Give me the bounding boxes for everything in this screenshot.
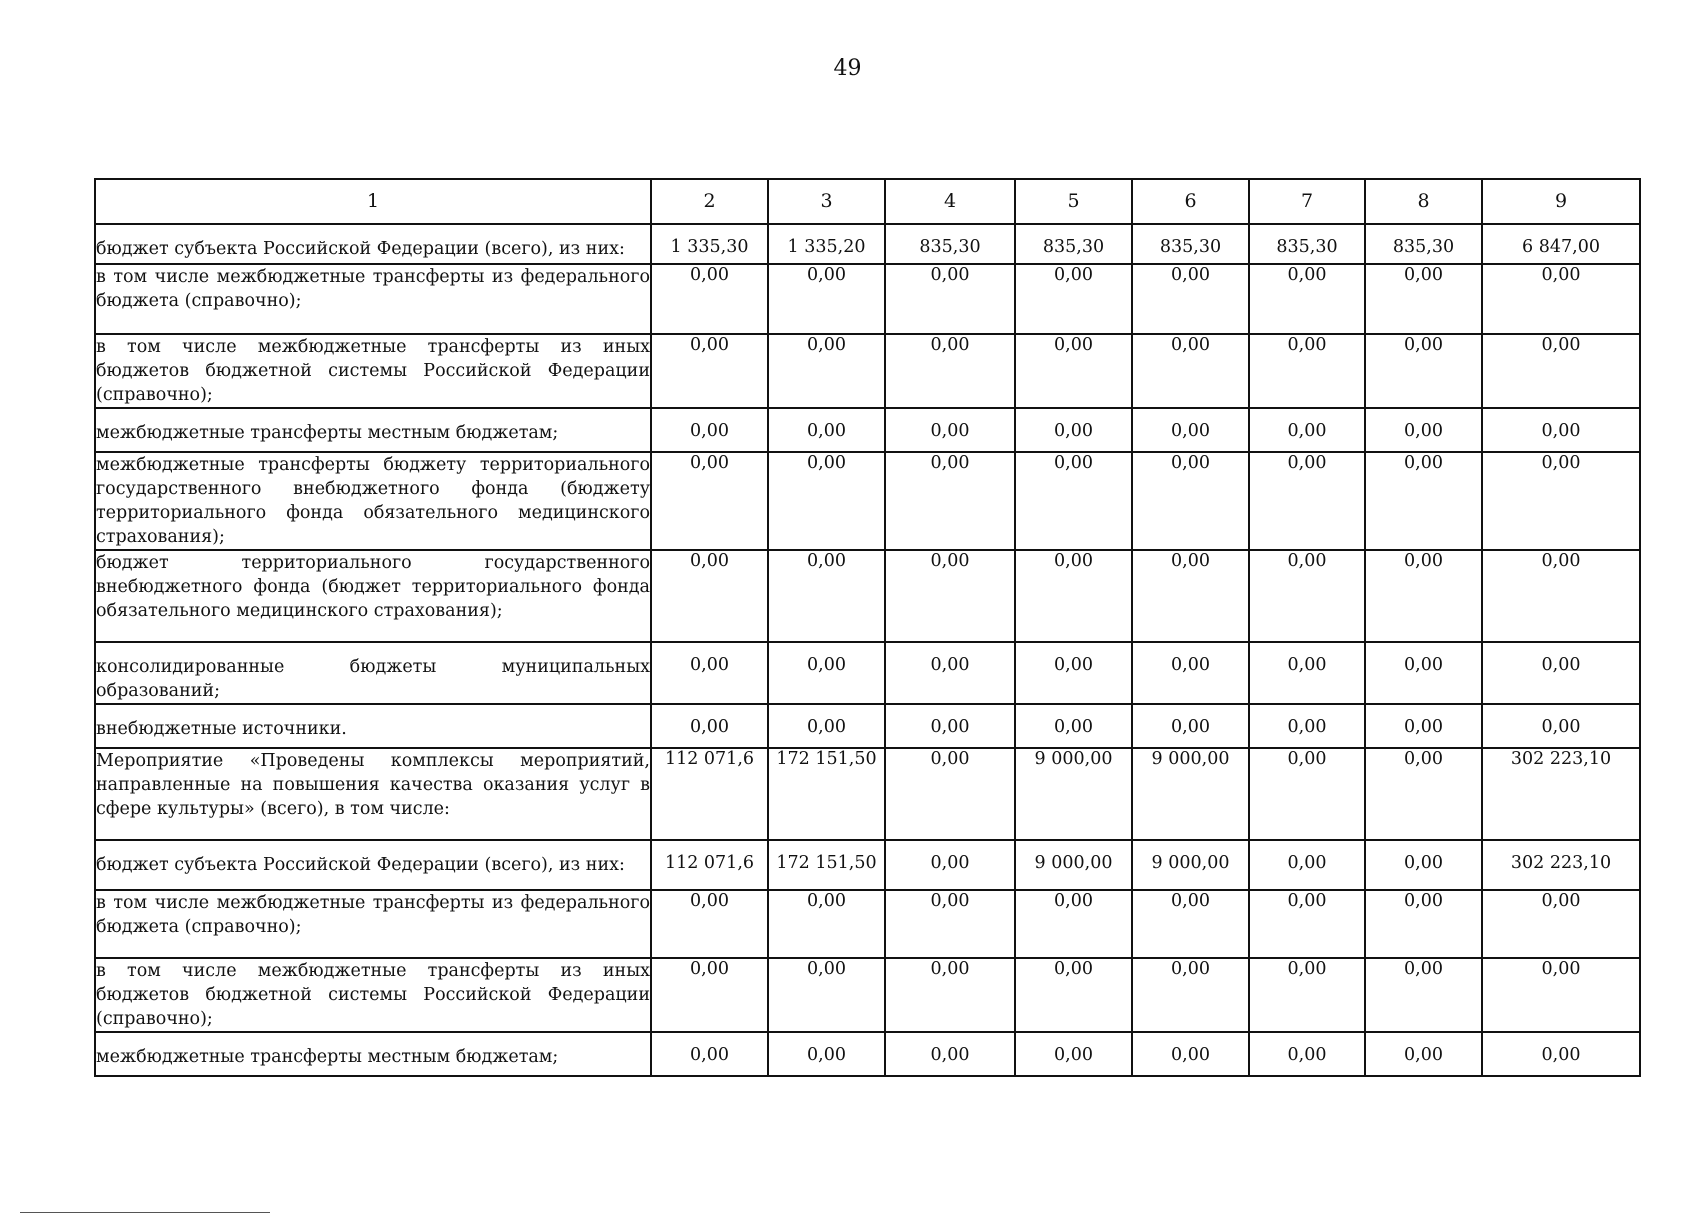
value-cell: 0,00 <box>768 642 885 704</box>
value-cell: 0,00 <box>1365 840 1482 890</box>
column-header: 9 <box>1482 179 1640 224</box>
row-label: Мероприятие «Проведены комплексы мероприятий, направленные на повышения качества оказания услуг в сфере культуры» (всего), в том числе: <box>95 748 651 840</box>
value-cell: 0,00 <box>1482 704 1640 748</box>
value-cell: 0,00 <box>768 1032 885 1076</box>
value-cell: 0,00 <box>651 704 768 748</box>
value-cell: 9 000,00 <box>1132 748 1249 840</box>
value-cell: 0,00 <box>1132 890 1249 958</box>
value-cell: 6 847,00 <box>1482 224 1640 264</box>
value-cell: 302 223,10 <box>1482 840 1640 890</box>
table-row <box>95 452 1640 550</box>
value-cell: 0,00 <box>1015 704 1132 748</box>
budget-table <box>94 178 1641 1077</box>
value-cell: 0,00 <box>768 408 885 452</box>
value-cell: 0,00 <box>1249 408 1365 452</box>
row-label: межбюджетные трансферты бюджету территориального государственного внебюджетного фонда (бюджету территориального фонда обязательного медицинского страхования); <box>95 452 651 550</box>
table-row <box>95 840 1640 890</box>
value-cell: 0,00 <box>1365 550 1482 642</box>
value-cell: 0,00 <box>651 452 768 550</box>
value-cell: 0,00 <box>1249 550 1365 642</box>
value-cell: 0,00 <box>1249 840 1365 890</box>
table-row <box>95 704 1640 748</box>
value-cell: 9 000,00 <box>1132 840 1249 890</box>
value-cell: 0,00 <box>1132 642 1249 704</box>
table-row <box>95 748 1640 840</box>
row-label: в том числе межбюджетные трансферты из иных бюджетов бюджетной системы Российской Федерации (справочно); <box>95 334 651 408</box>
value-cell: 0,00 <box>1365 1032 1482 1076</box>
value-cell: 0,00 <box>1482 264 1640 334</box>
value-cell: 0,00 <box>1365 334 1482 408</box>
value-cell: 835,30 <box>1365 224 1482 264</box>
value-cell: 0,00 <box>1365 408 1482 452</box>
value-cell: 0,00 <box>1249 958 1365 1032</box>
value-cell: 0,00 <box>1249 642 1365 704</box>
value-cell: 0,00 <box>651 264 768 334</box>
value-cell: 0,00 <box>1482 890 1640 958</box>
value-cell: 0,00 <box>1249 452 1365 550</box>
table-row <box>95 1032 1640 1076</box>
value-cell: 0,00 <box>1015 334 1132 408</box>
value-cell: 0,00 <box>885 408 1015 452</box>
value-cell: 112 071,6 <box>651 748 768 840</box>
value-cell: 0,00 <box>1482 642 1640 704</box>
table-row <box>95 334 1640 408</box>
value-cell: 172 151,50 <box>768 840 885 890</box>
value-cell: 172 151,50 <box>768 748 885 840</box>
value-cell: 9 000,00 <box>1015 748 1132 840</box>
value-cell: 302 223,10 <box>1482 748 1640 840</box>
value-cell: 0,00 <box>1132 408 1249 452</box>
column-header: 4 <box>885 179 1015 224</box>
value-cell: 0,00 <box>885 642 1015 704</box>
value-cell: 0,00 <box>1365 704 1482 748</box>
row-label: бюджет территориального государственного внебюджетного фонда (бюджет территориального фонда обязательного медицинского страхования); <box>95 550 651 642</box>
value-cell: 0,00 <box>1482 958 1640 1032</box>
value-cell: 0,00 <box>651 550 768 642</box>
value-cell: 0,00 <box>1015 408 1132 452</box>
value-cell: 0,00 <box>768 704 885 748</box>
value-cell: 0,00 <box>651 642 768 704</box>
value-cell: 0,00 <box>885 264 1015 334</box>
value-cell: 0,00 <box>1482 452 1640 550</box>
value-cell: 0,00 <box>885 550 1015 642</box>
value-cell: 0,00 <box>1365 958 1482 1032</box>
row-label: межбюджетные трансферты местным бюджетам; <box>95 1032 651 1076</box>
value-cell: 9 000,00 <box>1015 840 1132 890</box>
row-label: в том числе межбюджетные трансферты из федерального бюджета (справочно); <box>95 264 651 334</box>
value-cell: 0,00 <box>651 334 768 408</box>
value-cell: 0,00 <box>1249 1032 1365 1076</box>
row-label: в том числе межбюджетные трансферты из федерального бюджета (справочно); <box>95 890 651 958</box>
value-cell: 0,00 <box>768 334 885 408</box>
table-row <box>95 890 1640 958</box>
column-header: 5 <box>1015 179 1132 224</box>
table-row <box>95 408 1640 452</box>
value-cell: 0,00 <box>1132 704 1249 748</box>
value-cell: 0,00 <box>1365 890 1482 958</box>
value-cell: 0,00 <box>1249 264 1365 334</box>
row-label: внебюджетные источники. <box>95 704 651 748</box>
value-cell: 0,00 <box>885 748 1015 840</box>
value-cell: 0,00 <box>1015 1032 1132 1076</box>
value-cell: 0,00 <box>1015 452 1132 550</box>
row-label: межбюджетные трансферты местным бюджетам; <box>95 408 651 452</box>
value-cell: 835,30 <box>1015 224 1132 264</box>
value-cell: 0,00 <box>885 1032 1015 1076</box>
value-cell: 0,00 <box>1132 334 1249 408</box>
value-cell: 0,00 <box>651 1032 768 1076</box>
value-cell: 0,00 <box>885 840 1015 890</box>
row-label: бюджет субъекта Российской Федерации (всего), из них: <box>95 840 651 890</box>
value-cell: 0,00 <box>651 958 768 1032</box>
column-header: 1 <box>95 179 651 224</box>
value-cell: 835,30 <box>885 224 1015 264</box>
value-cell: 1 335,30 <box>651 224 768 264</box>
value-cell: 0,00 <box>1132 1032 1249 1076</box>
table-row <box>95 264 1640 334</box>
value-cell: 835,30 <box>1132 224 1249 264</box>
value-cell: 0,00 <box>1249 334 1365 408</box>
column-header: 6 <box>1132 179 1249 224</box>
value-cell: 0,00 <box>1482 408 1640 452</box>
value-cell: 0,00 <box>1365 264 1482 334</box>
value-cell: 0,00 <box>1249 748 1365 840</box>
value-cell: 1 335,20 <box>768 224 885 264</box>
value-cell: 0,00 <box>885 704 1015 748</box>
table-row <box>95 958 1640 1032</box>
table-header-row <box>95 179 1640 224</box>
value-cell: 0,00 <box>1132 264 1249 334</box>
value-cell: 0,00 <box>1365 452 1482 550</box>
column-header: 8 <box>1365 179 1482 224</box>
value-cell: 0,00 <box>1365 748 1482 840</box>
value-cell: 0,00 <box>1365 642 1482 704</box>
value-cell: 0,00 <box>1132 958 1249 1032</box>
value-cell: 0,00 <box>1015 642 1132 704</box>
value-cell: 835,30 <box>1249 224 1365 264</box>
value-cell: 0,00 <box>768 550 885 642</box>
value-cell: 0,00 <box>1015 264 1132 334</box>
value-cell: 0,00 <box>768 264 885 334</box>
value-cell: 0,00 <box>1132 550 1249 642</box>
value-cell: 0,00 <box>885 890 1015 958</box>
value-cell: 0,00 <box>1015 550 1132 642</box>
value-cell: 0,00 <box>651 890 768 958</box>
value-cell: 0,00 <box>1015 890 1132 958</box>
value-cell: 0,00 <box>1132 452 1249 550</box>
value-cell: 0,00 <box>885 958 1015 1032</box>
value-cell: 0,00 <box>768 890 885 958</box>
row-label: в том числе межбюджетные трансферты из иных бюджетов бюджетной системы Российской Федерации (справочно); <box>95 958 651 1032</box>
table-row <box>95 550 1640 642</box>
value-cell: 0,00 <box>1482 550 1640 642</box>
row-label: консолидированные бюджеты муниципальных образований; <box>95 642 651 704</box>
value-cell: 0,00 <box>1482 1032 1640 1076</box>
column-header: 3 <box>768 179 885 224</box>
value-cell: 0,00 <box>1249 704 1365 748</box>
value-cell: 0,00 <box>768 958 885 1032</box>
value-cell: 0,00 <box>651 408 768 452</box>
column-header: 2 <box>651 179 768 224</box>
row-label: бюджет субъекта Российской Федерации (всего), из них: <box>95 224 651 264</box>
value-cell: 0,00 <box>1015 958 1132 1032</box>
value-cell: 0,00 <box>885 334 1015 408</box>
value-cell: 0,00 <box>1249 890 1365 958</box>
value-cell: 0,00 <box>885 452 1015 550</box>
value-cell: 0,00 <box>768 452 885 550</box>
value-cell: 112 071,6 <box>651 840 768 890</box>
table-row <box>95 224 1640 264</box>
column-header: 7 <box>1249 179 1365 224</box>
table-row <box>95 642 1640 704</box>
value-cell: 0,00 <box>1482 334 1640 408</box>
page-number: 49 <box>833 56 862 81</box>
